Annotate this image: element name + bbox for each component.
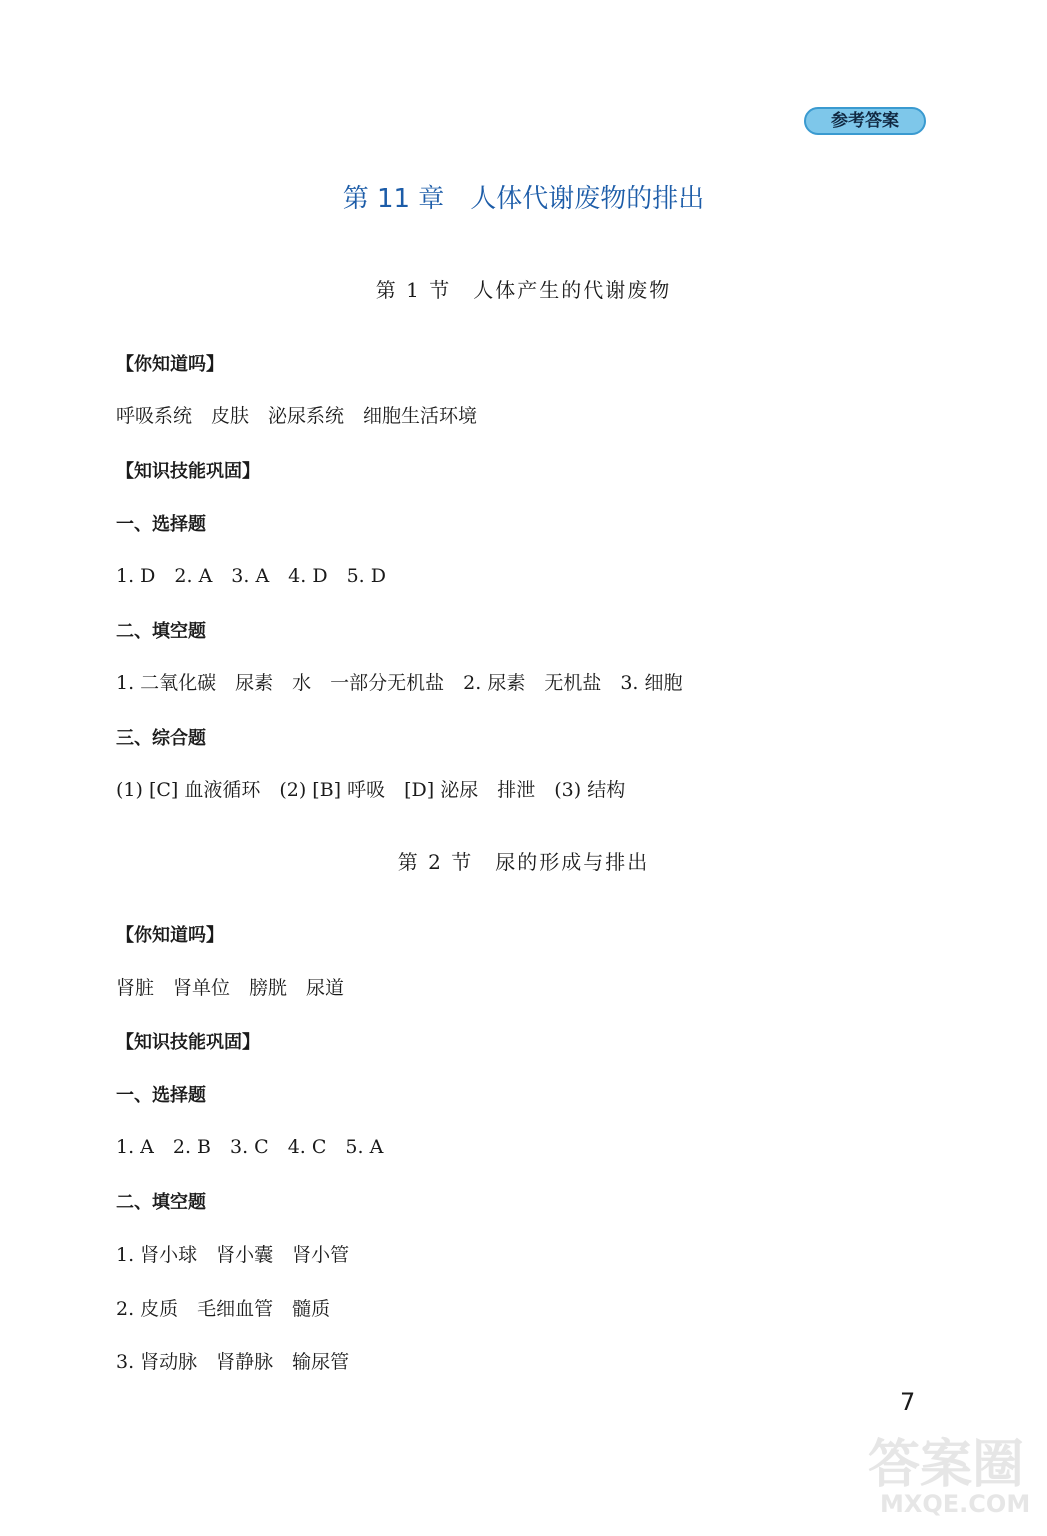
section-2-fill-answer-2: 2. 皮质 毛细血管 髓质 xyxy=(116,1298,331,1320)
section-2-title: 第 2 节 尿的形成与排出 xyxy=(397,850,650,874)
section-1-know-answer: 呼吸系统 皮肤 泌尿系统 细胞生活环境 xyxy=(116,405,478,427)
section-1-title: 第 1 节 人体产生的代谢废物 xyxy=(375,278,672,302)
section-2-fill-answer-1: 1. 肾小球 肾小囊 肾小管 xyxy=(116,1244,350,1266)
page-number: 7 xyxy=(900,1388,916,1416)
section-1-choice-label: 一、选择题 xyxy=(116,514,206,535)
section-2-skills-label: 【知识技能巩固】 xyxy=(116,1032,260,1053)
section-1-choice-answer: 1. D 2. A 3. A 4. D 5. D xyxy=(116,565,386,587)
section-1-comp-answer: (1) [C] 血液循环 (2) [B] 呼吸 [D] 泌尿 排泄 (3) 结构 xyxy=(116,779,626,801)
section-2-fill-label: 二、填空题 xyxy=(116,1192,206,1213)
section-1-fill-label: 二、填空题 xyxy=(116,621,206,642)
section-1-know-label: 【你知道吗】 xyxy=(116,354,224,375)
watermark-url: MXQE.COM xyxy=(880,1490,1031,1518)
section-2-know-answer: 肾脏 肾单位 膀胱 尿道 xyxy=(116,977,345,999)
section-2-know-label: 【你知道吗】 xyxy=(116,925,224,946)
section-1-comp-label: 三、综合题 xyxy=(116,728,206,749)
chapter-title: 第 11 章 人体代谢废物的排出 xyxy=(342,184,705,214)
watermark-logo: 答案圈 xyxy=(868,1435,1025,1495)
section-1-skills-label: 【知识技能巩固】 xyxy=(116,461,260,482)
answer-key-badge: 参考答案 xyxy=(804,107,926,135)
section-2-fill-answer-3: 3. 肾动脉 肾静脉 输尿管 xyxy=(116,1351,350,1373)
section-2-choice-label: 一、选择题 xyxy=(116,1085,206,1106)
section-1-fill-answer: 1. 二氧化碳 尿素 水 一部分无机盐 2. 尿素 无机盐 3. 细胞 xyxy=(116,672,683,694)
section-2-choice-answer: 1. A 2. B 3. C 4. C 5. A xyxy=(116,1136,384,1158)
